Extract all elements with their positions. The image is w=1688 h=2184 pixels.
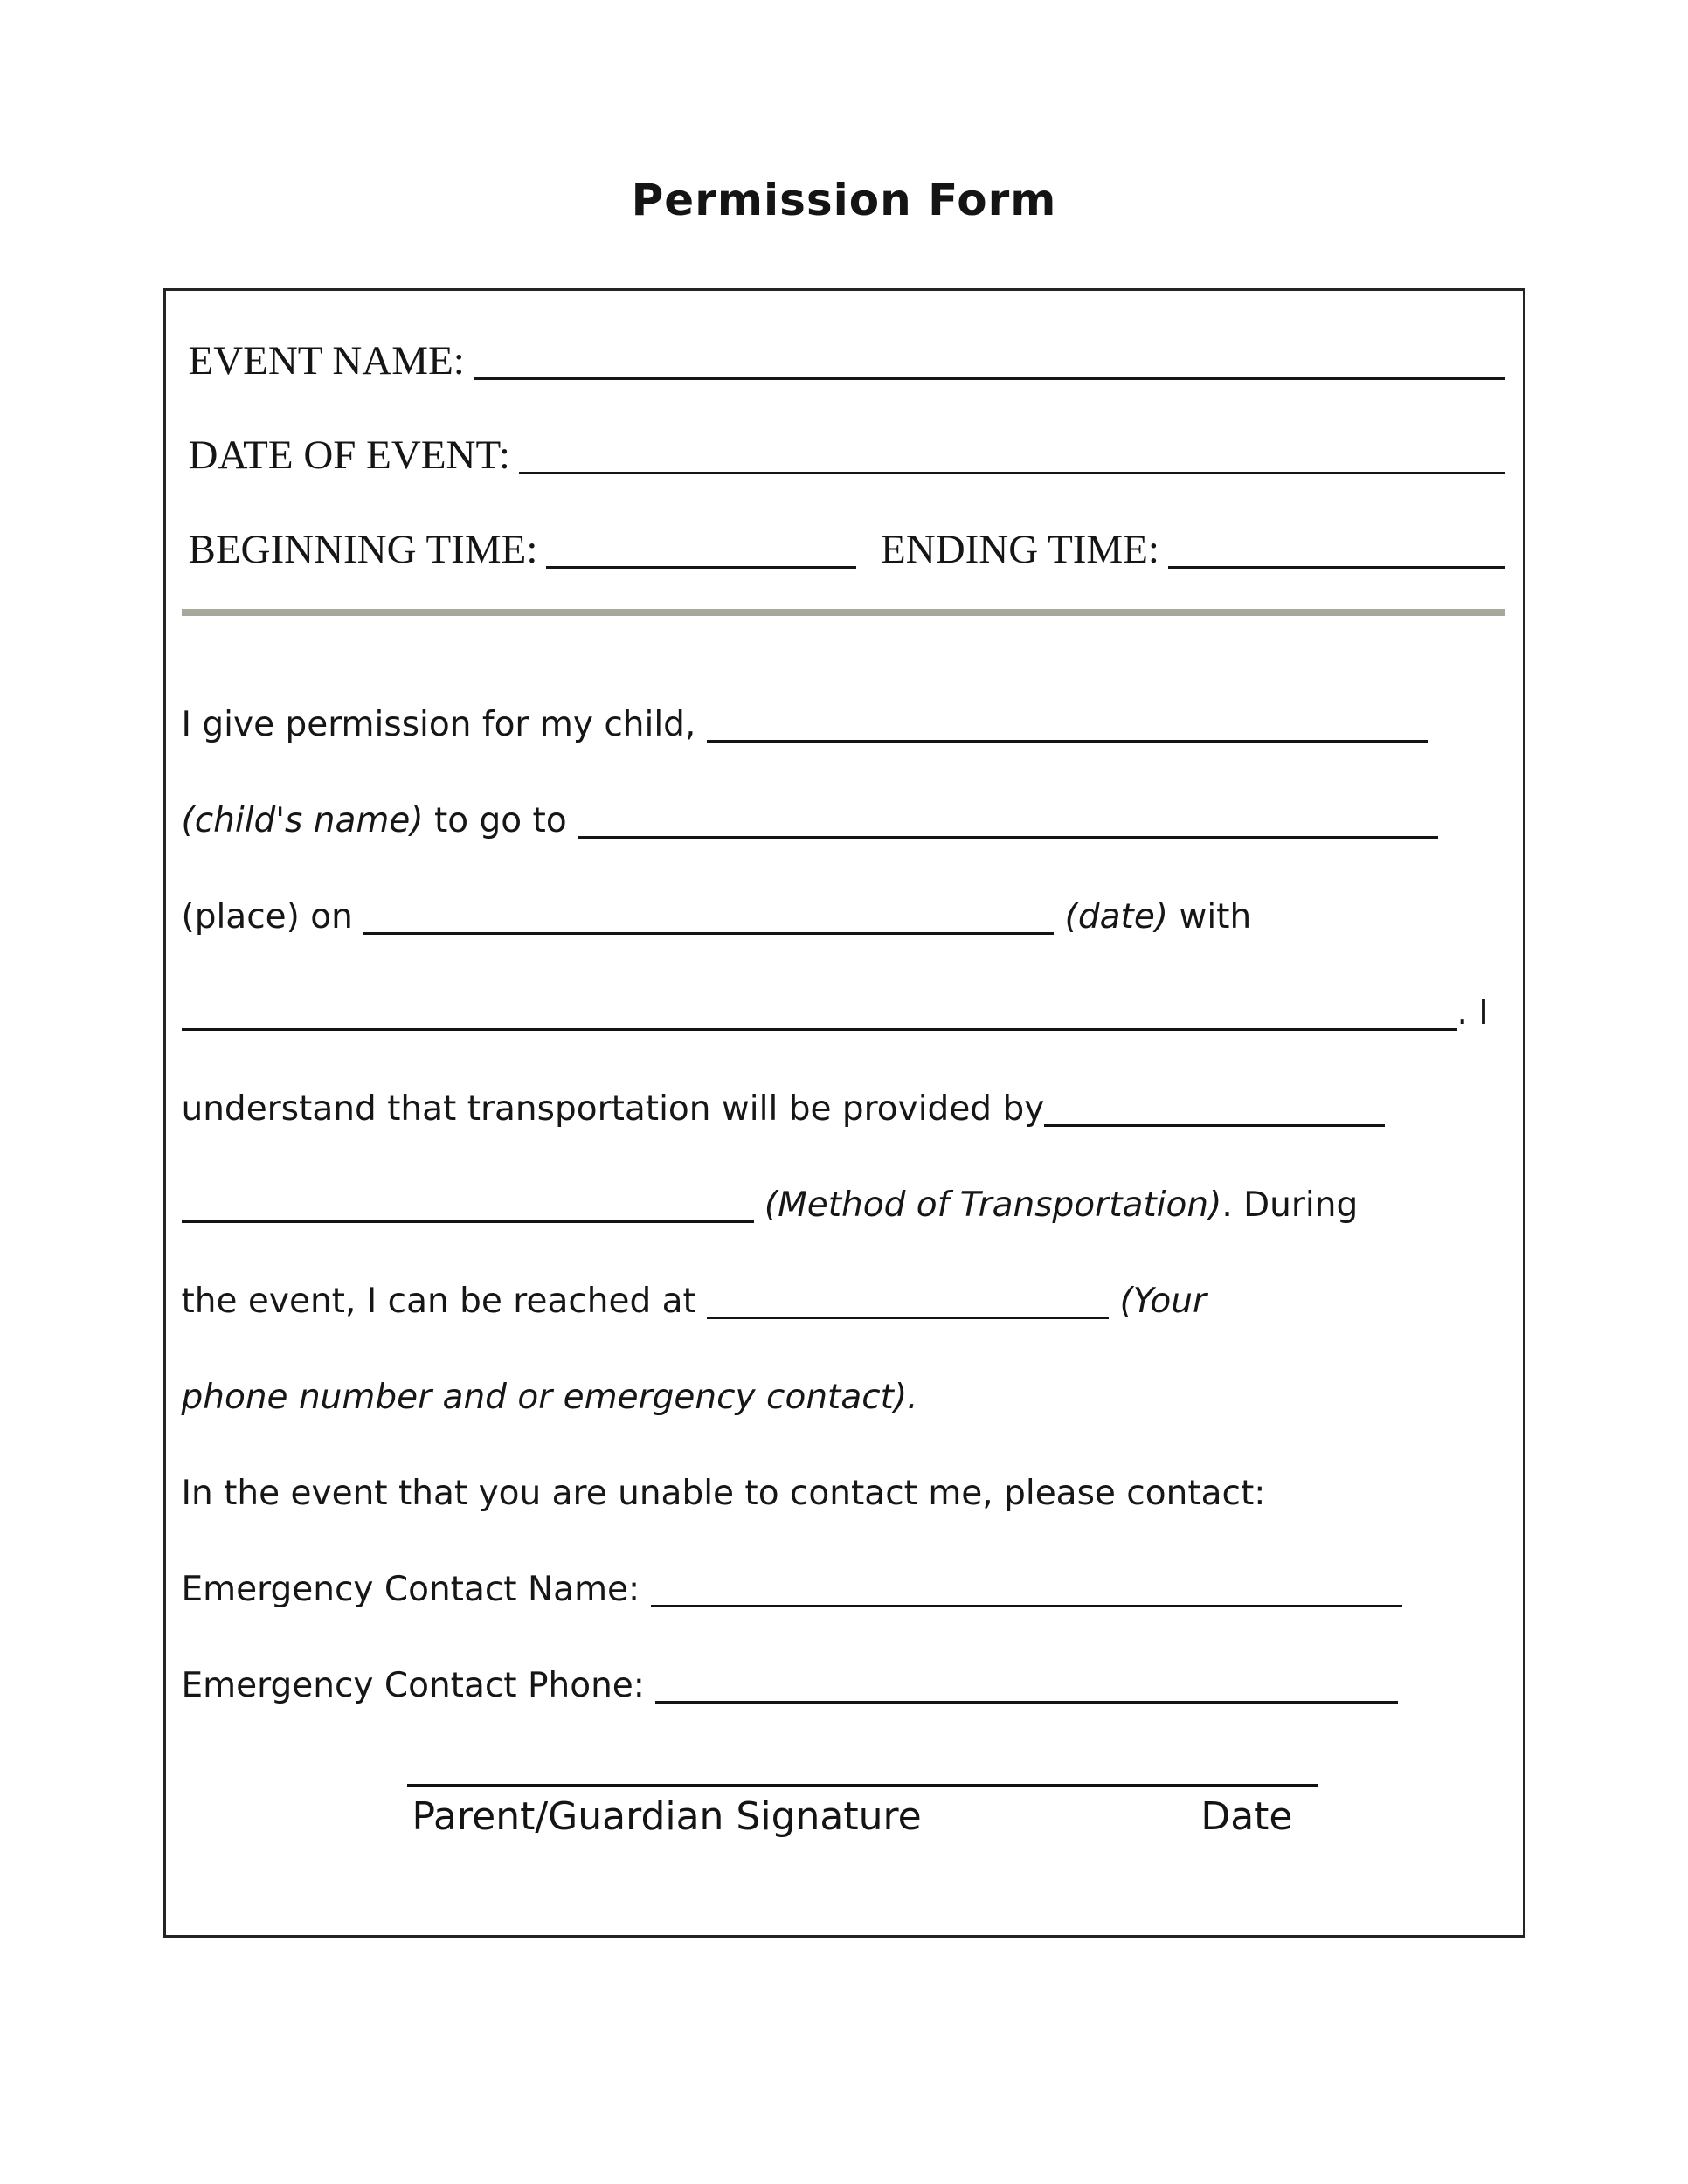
body-line-5-text: understand that transportation will be provided by <box>181 1089 1045 1129</box>
blank-child-name[interactable] <box>707 714 1428 743</box>
body-line-1 <box>182 703 1505 747</box>
blank-date[interactable] <box>363 906 1054 935</box>
blank-emergency-phone[interactable] <box>655 1675 1398 1704</box>
emergency-phone-row <box>182 1664 1505 1708</box>
body-line-3-after: with <box>1179 897 1252 936</box>
blank-companion[interactable] <box>182 1002 1457 1031</box>
event-name-row <box>182 336 1505 385</box>
signature-line[interactable] <box>407 1784 1318 1840</box>
body-line-2-text: to go to <box>433 801 567 840</box>
child-name-hint: (child's name) <box>181 801 424 840</box>
signature-date-label: Date <box>1200 1794 1293 1839</box>
blank-phone-number[interactable] <box>707 1290 1109 1319</box>
body-line-7-text: the event, I can be reached at <box>181 1282 696 1321</box>
emergency-name-row <box>182 1568 1505 1612</box>
blank-date-of-event[interactable] <box>519 437 1505 474</box>
event-name-label: EVENT NAME: <box>188 338 465 384</box>
section-divider <box>182 609 1505 616</box>
transport-method-hint: (Method of Transportation) <box>764 1185 1222 1225</box>
body-line-3-text: (place) on <box>181 897 353 936</box>
page-title: Permission Form <box>631 175 1057 225</box>
emergency-phone-label: Emergency Contact Phone: <box>181 1666 645 1705</box>
signature-label: Parent/Guardian Signature <box>412 1794 922 1839</box>
beginning-time-label: BEGINNING TIME: <box>188 527 538 572</box>
blank-beginning-time[interactable] <box>546 531 856 569</box>
body-line-6-after: . During <box>1221 1185 1359 1225</box>
body-line-4 <box>182 992 1505 1035</box>
body-line-2 <box>182 799 1505 843</box>
contact-intro-line <box>182 1472 1505 1516</box>
body-line-4-text: . I <box>1456 993 1489 1033</box>
phone-hint-start: (Your <box>1119 1282 1207 1321</box>
date-hint: (date) <box>1064 897 1169 936</box>
blank-ending-time[interactable] <box>1168 531 1505 569</box>
date-of-event-label: DATE OF EVENT: <box>188 432 510 478</box>
blank-event-name[interactable] <box>474 342 1505 380</box>
signature-caption-row <box>407 1787 1318 1840</box>
body-line-6 <box>182 1184 1505 1227</box>
body-line-8 <box>182 1376 1505 1420</box>
blank-emergency-name[interactable] <box>651 1579 1402 1607</box>
body-line-3 <box>182 895 1505 939</box>
blank-transport-method[interactable] <box>182 1194 754 1223</box>
phone-hint-end: phone number and or emergency contact). <box>181 1378 918 1417</box>
ending-time-label: ENDING TIME: <box>881 527 1159 572</box>
body-line-1-text: I give permission for my child, <box>181 705 696 744</box>
body-line-7 <box>182 1280 1505 1324</box>
date-of-event-row <box>182 431 1505 480</box>
contact-intro-text: In the event that you are unable to contact me, please contact: <box>181 1474 1266 1513</box>
times-row <box>182 525 1505 574</box>
body-line-5 <box>182 1088 1505 1131</box>
emergency-name-label: Emergency Contact Name: <box>181 1570 640 1609</box>
blank-place[interactable] <box>578 810 1438 839</box>
form-box <box>163 288 1525 1938</box>
blank-transport-provider[interactable] <box>1044 1098 1385 1127</box>
